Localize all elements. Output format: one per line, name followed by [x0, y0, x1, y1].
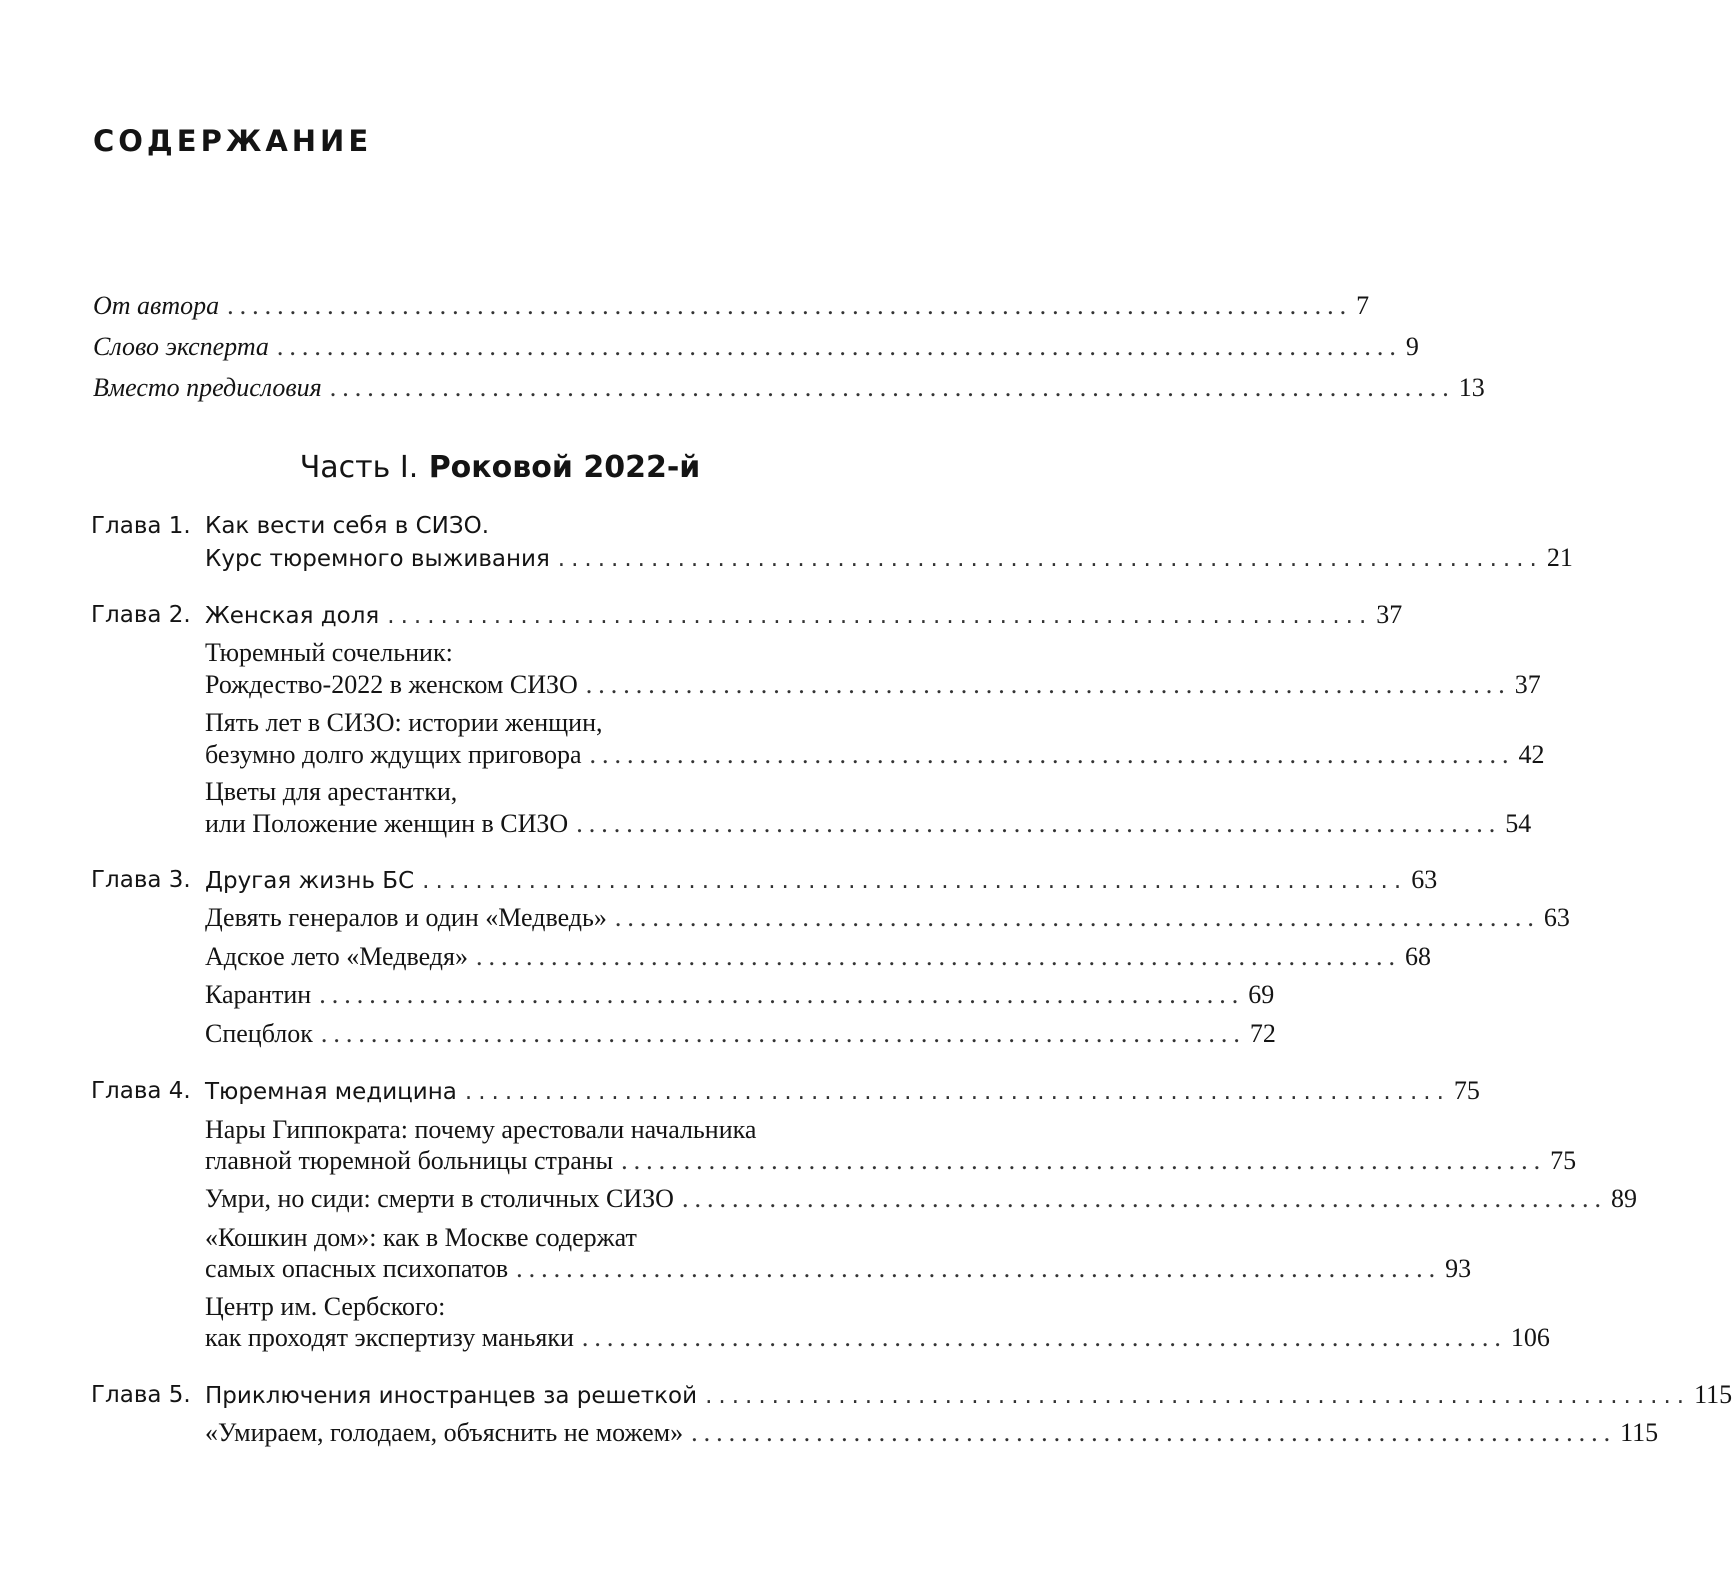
leader-dots: ..........................................................................: [557, 546, 1543, 572]
section-title: главной тюремной больницы страны: [205, 1146, 614, 1175]
leader-dots: ..........................................................................: [614, 903, 1540, 932]
section-title: Пять лет в СИЗО: истории женщин,: [205, 708, 603, 737]
chapter-title-line[interactable]: [205, 508, 890, 544]
page-number: 63: [1543, 903, 1570, 932]
chapter-label: Глава 1.: [91, 513, 191, 539]
page-number: 21: [1546, 543, 1573, 572]
section-title: «Умираем, голодаем, объяснить не можем»: [205, 1418, 684, 1447]
toc-entry[interactable]: [205, 1181, 1637, 1217]
page-number: 93: [1445, 1254, 1472, 1283]
chapter-title: Другая жизнь БС: [205, 868, 415, 894]
part-prefix: Часть I.: [299, 450, 419, 485]
leader-dots: ..........................................................................: [705, 1383, 1691, 1409]
page-number: 89: [1610, 1184, 1637, 1213]
section-title: безумно долго ждущих приговора: [205, 740, 582, 769]
page-title: СОДЕРЖАНИЕ: [93, 124, 373, 158]
section-title: «Кошкин дом»: как в Москве содержат: [205, 1223, 637, 1252]
entry-title: Слово эксперта: [93, 332, 269, 361]
toc-entry[interactable]: [205, 1073, 1480, 1109]
entry-title: Вместо предисловия: [93, 373, 322, 402]
section-title: Карантин: [205, 980, 312, 1009]
leader-dots: ..........................................................................: [387, 603, 1373, 629]
page-number: 75: [1550, 1146, 1577, 1175]
toc-entry[interactable]: [205, 862, 1438, 898]
toc-entry[interactable]: [205, 900, 1570, 936]
section-title: Цветы для арестантки,: [205, 777, 458, 806]
page-number: 37: [1376, 600, 1403, 629]
toc-entry[interactable]: [205, 597, 1403, 633]
section-line[interactable]: [205, 774, 890, 810]
toc-entry[interactable]: [93, 370, 1485, 406]
section-line[interactable]: [205, 705, 890, 741]
page-number: 68: [1404, 942, 1431, 971]
leader-dots: ..........................................................................: [422, 868, 1408, 894]
section-title: Нары Гиппократа: почему арестовали начальника: [205, 1115, 757, 1144]
page-number: 72: [1249, 1019, 1276, 1048]
toc-entry[interactable]: [205, 737, 1545, 773]
leader-dots: ..........................................................................: [320, 1019, 1246, 1048]
section-line[interactable]: [205, 635, 890, 671]
leader-dots: ..........................................................................................: [329, 373, 1455, 402]
section-title: как проходят экспертизу маньяки: [205, 1323, 574, 1352]
page-number: 115: [1620, 1418, 1659, 1447]
toc-entry[interactable]: [205, 667, 1541, 703]
toc-entry[interactable]: [205, 1143, 1577, 1179]
toc-entry[interactable]: [205, 1016, 1276, 1052]
section-title: Центр им. Сербского:: [205, 1292, 446, 1321]
leader-dots: ..........................................................................: [691, 1418, 1617, 1447]
page-number: 115: [1694, 1380, 1732, 1409]
leader-dots: ..........................................................................: [681, 1184, 1607, 1213]
leader-dots: ..........................................................................: [585, 670, 1511, 699]
leader-dots: ..........................................................................: [475, 942, 1401, 971]
chapter-title: Как вести себя в СИЗО.: [205, 513, 490, 539]
chapter-label: Глава 2.: [91, 602, 191, 628]
section-title: Девять генералов и один «Медведь»: [205, 903, 607, 932]
toc-entry[interactable]: [93, 288, 1370, 324]
chapter-title: Женская доля: [205, 603, 380, 629]
part-title: Роковой 2022-й: [428, 450, 701, 485]
page-number: 75: [1453, 1076, 1480, 1105]
leader-dots: ..........................................................................: [576, 809, 1502, 838]
chapter-title: Тюремная медицина: [205, 1079, 457, 1105]
entry-title: От автора: [93, 291, 220, 320]
toc-entry[interactable]: [205, 806, 1532, 842]
leader-dots: ..........................................................................: [621, 1146, 1547, 1175]
page-number: 106: [1510, 1323, 1550, 1352]
section-title: Спецблок: [205, 1019, 313, 1048]
chapter-title: Курс тюремного выживания: [205, 546, 550, 572]
toc-entry[interactable]: [205, 977, 1275, 1013]
page-number: 13: [1458, 373, 1485, 402]
section-title: Умри, но сиди: смерти в столичных СИЗО: [205, 1184, 674, 1213]
chapter-label: Глава 3.: [91, 867, 191, 893]
chapter-title: Приключения иностранцев за решеткой: [205, 1383, 698, 1409]
page-number: 54: [1505, 809, 1532, 838]
page-number: 42: [1518, 740, 1545, 769]
section-title: самых опасных психопатов: [205, 1254, 509, 1283]
chapter-label: Глава 5.: [91, 1382, 191, 1408]
toc-entry[interactable]: [93, 329, 1419, 365]
section-title: Рождество-2022 в женском СИЗО: [205, 670, 578, 699]
page-number: 9: [1405, 332, 1419, 361]
leader-dots: ..........................................................................: [319, 980, 1245, 1009]
toc-entry[interactable]: [205, 1320, 1550, 1356]
toc-entry[interactable]: [205, 540, 1573, 576]
section-title: или Положение женщин в СИЗО: [205, 809, 569, 838]
section-title: Тюремный сочельник:: [205, 638, 453, 667]
page-number: 37: [1514, 670, 1541, 699]
part-heading: [0, 450, 1000, 485]
toc-entry[interactable]: [205, 939, 1431, 975]
chapter-label: Глава 4.: [91, 1078, 191, 1104]
leader-dots: ..........................................................................: [581, 1323, 1507, 1352]
toc-entry[interactable]: [205, 1251, 1472, 1287]
page-number: 63: [1411, 865, 1438, 894]
leader-dots: ..........................................................................: [464, 1079, 1450, 1105]
toc-entry[interactable]: [205, 1415, 1659, 1451]
page-number: 7: [1356, 291, 1370, 320]
leader-dots: ..........................................................................: [589, 740, 1515, 769]
page-number: 69: [1248, 980, 1275, 1009]
leader-dots: ..........................................................................................: [227, 291, 1353, 320]
leader-dots: ..........................................................................................: [276, 332, 1402, 361]
toc-entry[interactable]: [205, 1377, 1732, 1413]
leader-dots: ..........................................................................: [516, 1254, 1442, 1283]
section-title: Адское лето «Медведя»: [205, 942, 468, 971]
